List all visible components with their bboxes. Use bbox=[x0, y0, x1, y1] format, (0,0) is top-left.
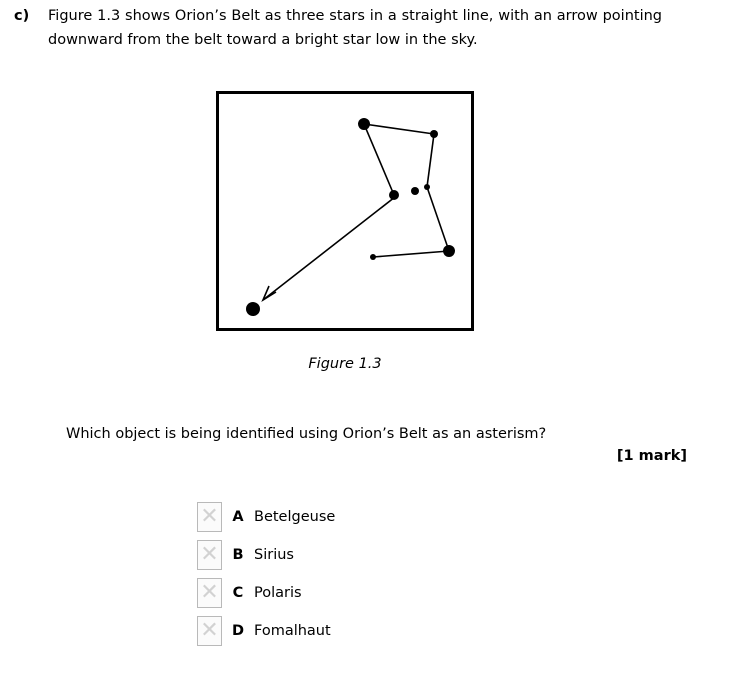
star-bright-low bbox=[246, 302, 260, 316]
figure-caption: Figure 1.3 bbox=[308, 356, 382, 372]
option-text-b: Sirius bbox=[254, 547, 294, 563]
figure-1-3 bbox=[216, 91, 474, 331]
option-row-d[interactable] bbox=[197, 612, 597, 650]
question-label: c) bbox=[14, 8, 30, 24]
option-row-a[interactable] bbox=[197, 498, 597, 536]
checkbox-c[interactable]: ✕ bbox=[197, 578, 222, 608]
question-stem bbox=[14, 4, 714, 52]
marks-label: [1 mark] bbox=[616, 448, 687, 464]
star-top-left bbox=[358, 118, 370, 130]
checkbox-d[interactable]: ✕ bbox=[197, 616, 222, 646]
line-right-side bbox=[427, 134, 434, 187]
constellation-lines bbox=[364, 124, 449, 257]
option-letter-c: C bbox=[232, 585, 244, 601]
option-letter-b: B bbox=[232, 547, 244, 563]
subquestion-text: Which object is being identified using Orion’s Belt as an asterism? bbox=[66, 426, 547, 442]
star-top-right bbox=[430, 130, 438, 138]
star-belt-right bbox=[424, 184, 430, 190]
star-belt-middle bbox=[411, 187, 419, 195]
question-text: Figure 1.3 shows Orion’s Belt as three stars in a straight line, with an arrow pointing downward from the belt toward a bright star low in the sky. bbox=[48, 8, 662, 48]
checkbox-b[interactable]: ✕ bbox=[197, 540, 222, 570]
star-belt-left bbox=[389, 190, 399, 200]
star-diagram bbox=[219, 94, 471, 328]
star-bottom-left bbox=[370, 254, 376, 260]
arrow-to-bright-star bbox=[263, 197, 395, 300]
option-row-b[interactable] bbox=[197, 536, 597, 574]
line-bottom bbox=[373, 251, 449, 257]
option-row-c[interactable] bbox=[197, 574, 597, 612]
option-letter-d: D bbox=[231, 623, 245, 639]
answer-options bbox=[197, 498, 597, 650]
star-bottom-right bbox=[443, 245, 455, 257]
line-top bbox=[364, 124, 434, 134]
stars-group bbox=[246, 118, 455, 316]
checkbox-a[interactable]: ✕ bbox=[197, 502, 222, 532]
line-left-side bbox=[364, 124, 394, 195]
option-text-d: Fomalhaut bbox=[254, 623, 331, 639]
option-letter-a: A bbox=[232, 509, 244, 525]
option-text-a: Betelgeuse bbox=[254, 509, 336, 525]
line-lower-right bbox=[427, 187, 449, 251]
option-text-c: Polaris bbox=[254, 585, 302, 601]
